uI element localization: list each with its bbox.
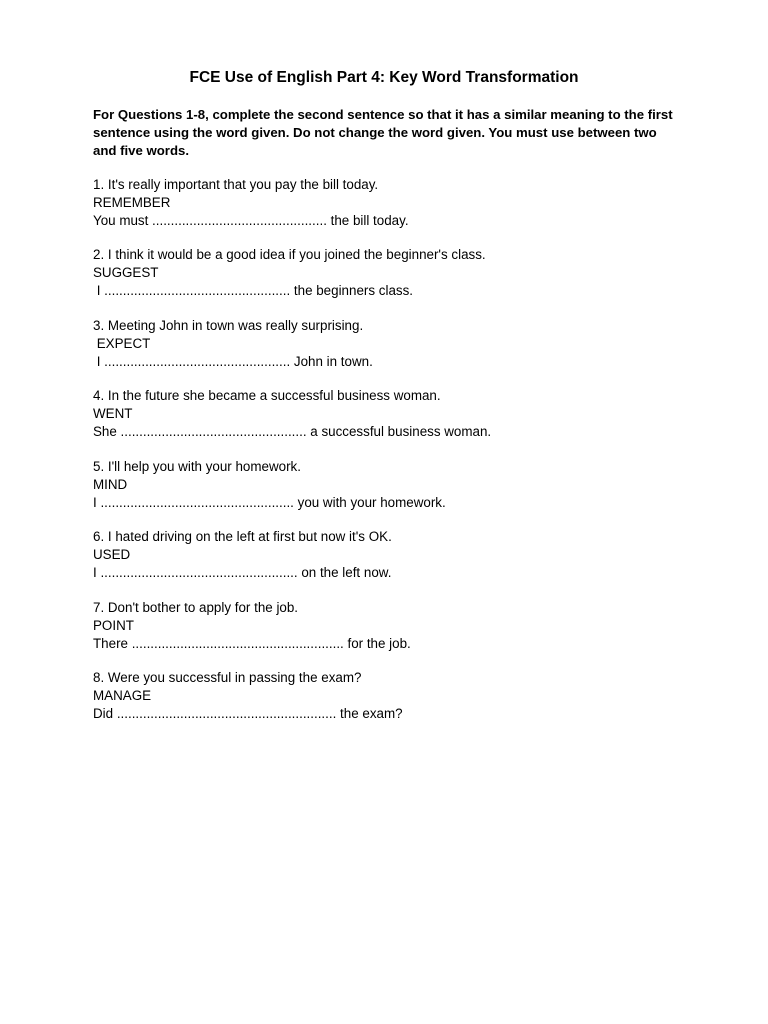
question-prompt: 4. In the future she became a successful business woman. — [93, 388, 441, 404]
question-item-5 — [93, 458, 693, 511]
question-keyword: POINT — [93, 617, 134, 633]
question-prompt: 5. I'll help you with your homework. — [93, 458, 301, 474]
question-keyword: REMEMBER — [93, 194, 171, 210]
questions-list — [93, 176, 693, 740]
question-keyword: WENT — [93, 406, 133, 422]
question-keyword: USED — [93, 547, 131, 563]
question-answer-line: I .................................................. the beginners class. — [93, 283, 413, 299]
question-answer-line: Did ........................................................... the exam? — [93, 705, 403, 721]
question-answer-line: She .................................................. a successful business woman. — [93, 424, 492, 440]
question-prompt: 1. It's really important that you pay the bill today. — [93, 177, 379, 192]
question-item-8 — [93, 669, 693, 722]
question-keyword: EXPECT — [93, 335, 151, 351]
question-answer-line: There ......................................................... for the job. — [93, 635, 411, 651]
question-answer-line: I .................................................. John in town. — [93, 353, 373, 369]
question-keyword: MIND — [93, 476, 128, 492]
question-answer-line: I .................................................... you with your homework. — [93, 494, 446, 510]
question-prompt: 3. Meeting John in town was really surprising. — [93, 317, 364, 333]
question-item-7 — [93, 599, 693, 652]
question-item-4 — [93, 387, 693, 440]
instructions-paragraph: For Questions 1-8, complete the second sentence so that it has a similar meaning to the first sentence using the word given. Do not change the word given. You must use between two and five words. — [93, 107, 673, 158]
question-keyword: MANAGE — [93, 688, 152, 704]
question-prompt: 6. I hated driving on the left at first but now it's OK. — [93, 529, 392, 545]
question-answer-line: You must ............................................... the bill today. — [93, 212, 409, 228]
page-title: FCE Use of English Part 4: Key Word Transformation — [189, 69, 579, 86]
question-item-2 — [93, 246, 693, 299]
question-item-3 — [93, 317, 693, 370]
question-item-1 — [93, 176, 693, 229]
question-prompt: 7. Don't bother to apply for the job. — [93, 599, 299, 615]
question-prompt: 2. I think it would be a good idea if you joined the beginner's class. — [93, 247, 486, 263]
question-item-6 — [93, 528, 693, 581]
question-keyword: SUGGEST — [93, 265, 159, 281]
question-prompt: 8. Were you successful in passing the exam? — [93, 670, 362, 686]
question-answer-line: I ..................................................... on the left now. — [93, 565, 392, 581]
